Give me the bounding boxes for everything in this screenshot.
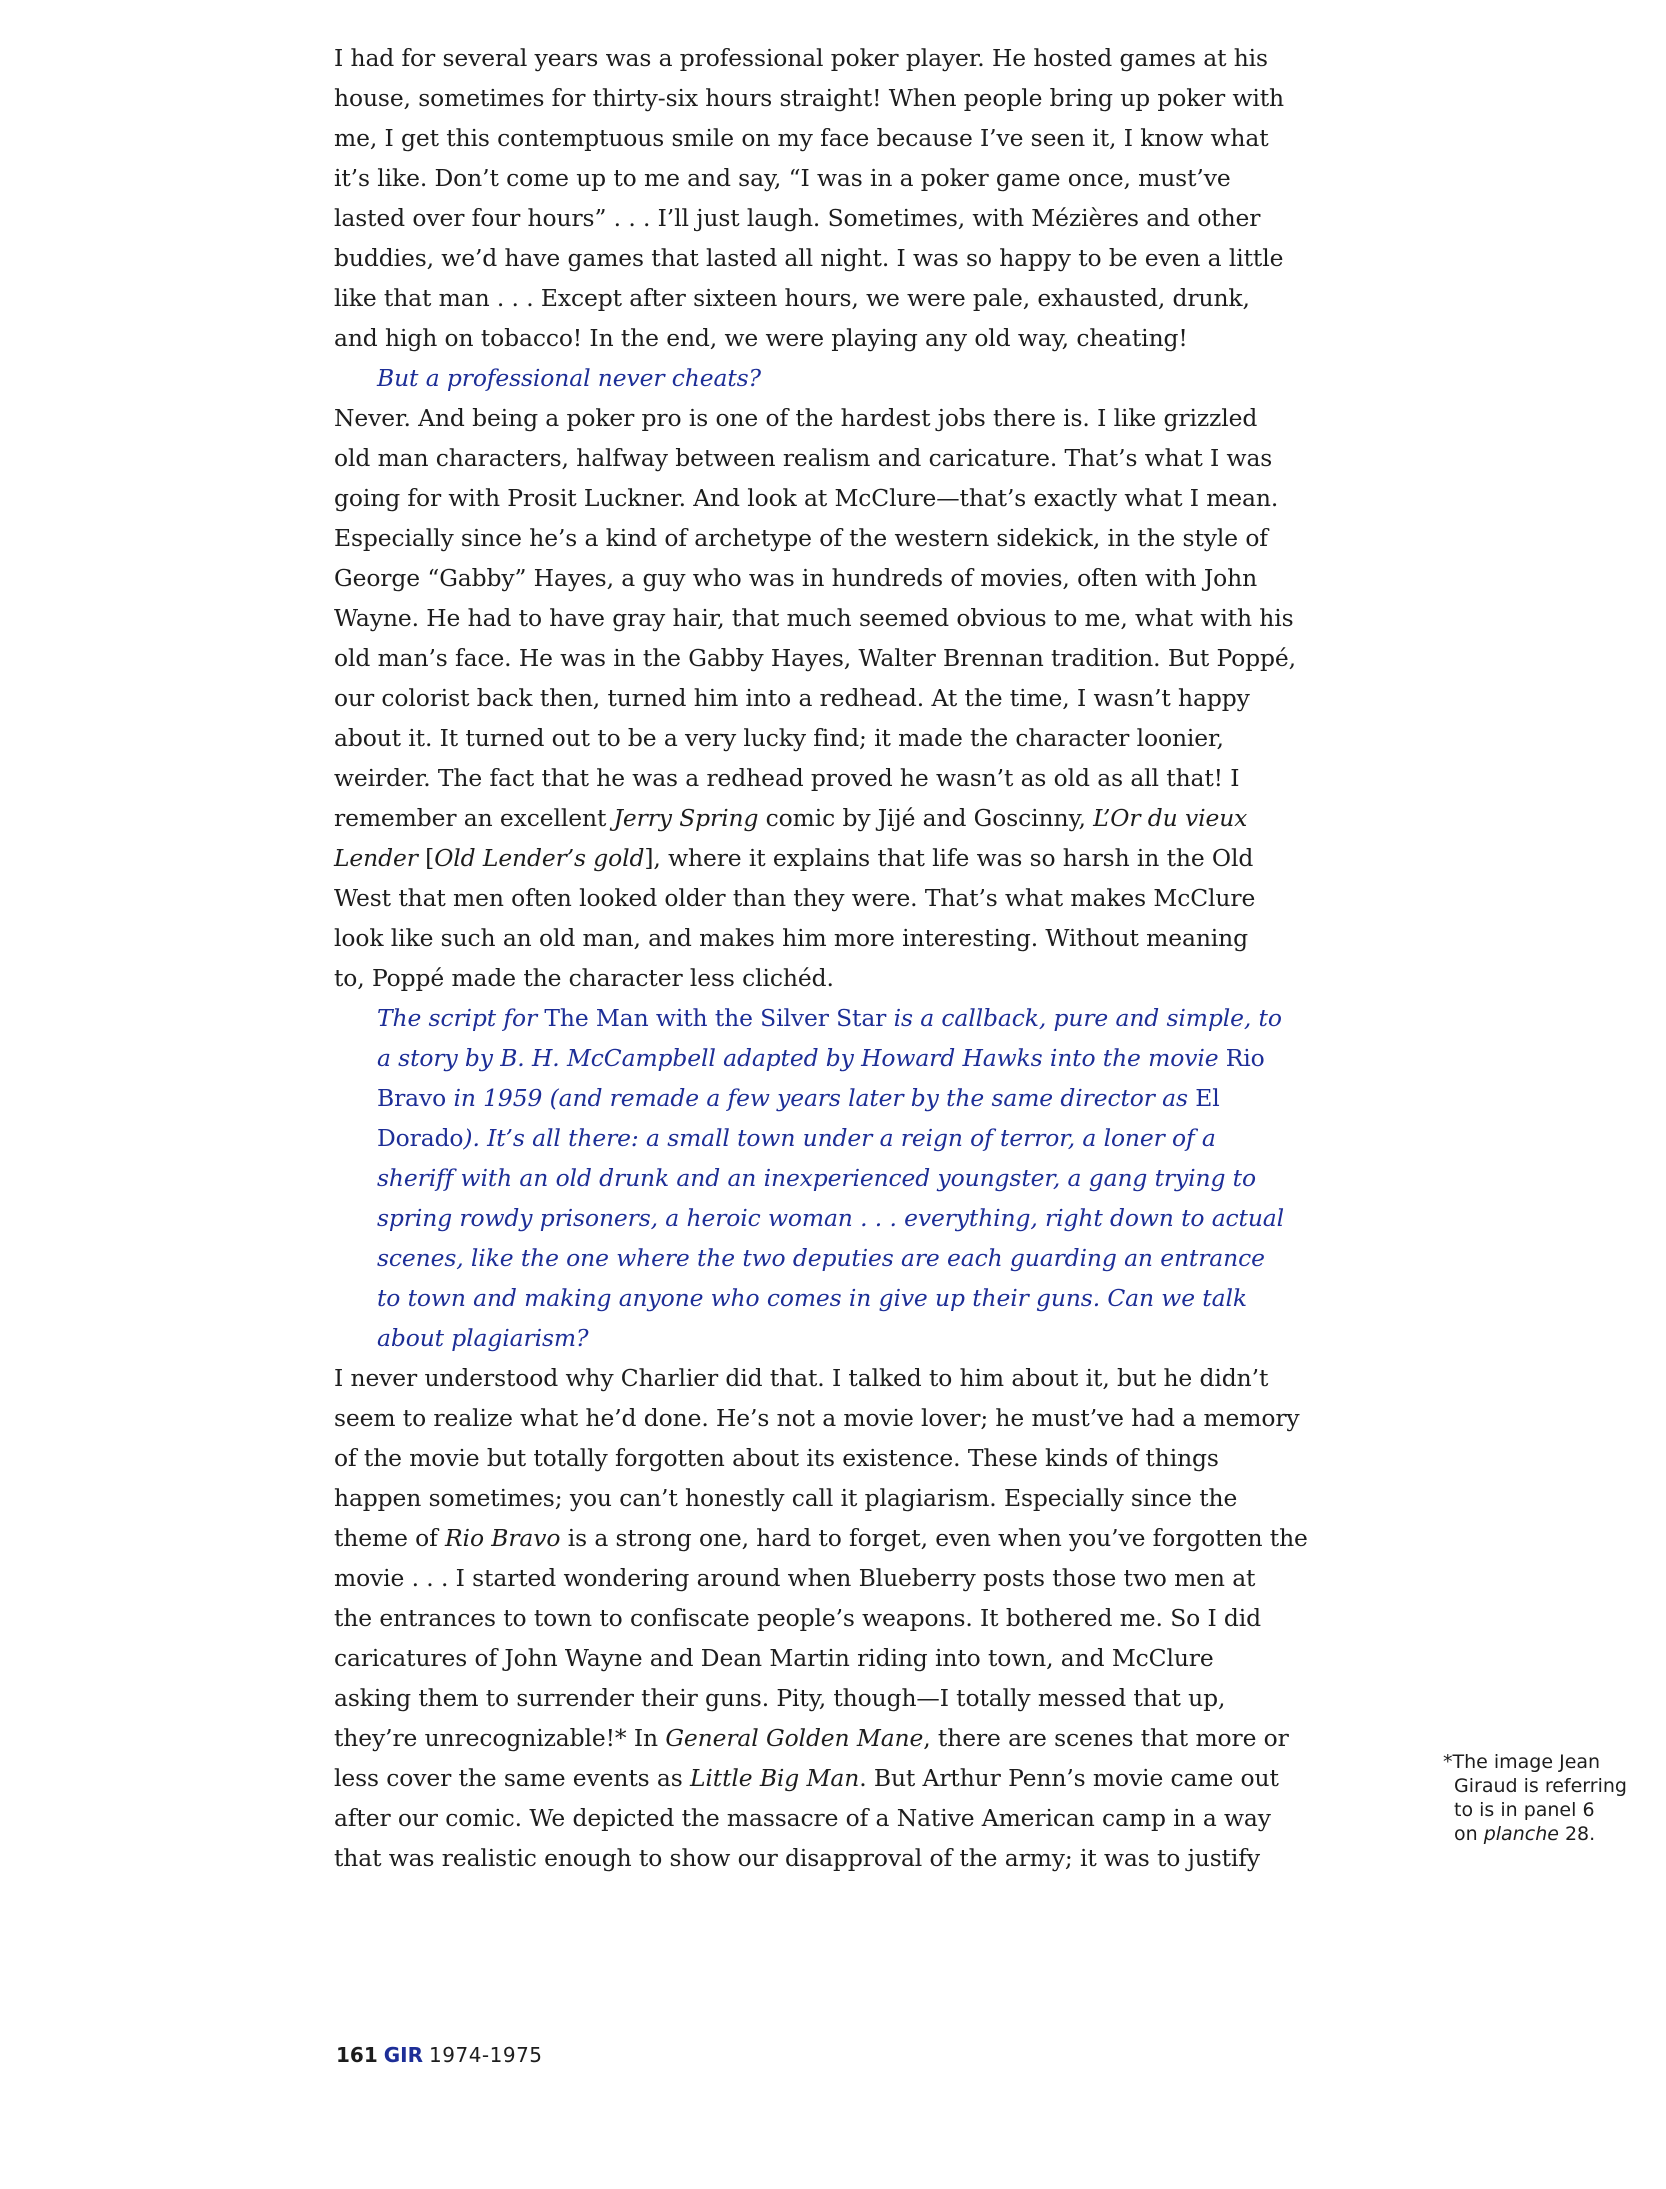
interview-question [334,1038,1369,1078]
interview-question: scenes, like the one where the two deputies are each guarding an entrance [377,1244,1265,1272]
text-line [334,838,1369,878]
movie-title: Dorado [377,1124,464,1152]
text-line: house, sometimes for thirty-six hours straight! When people bring up poker with [334,84,1285,112]
interview-question [334,1118,1369,1158]
text-run: comic by Jijé and Goscinny, [758,804,1094,832]
text-line: West that men often looked older than they were. That’s what makes McClure [334,884,1256,912]
running-head-brand: GIR [383,2043,424,2067]
text-line: me, I get this contemptuous smile on my face because I’ve seen it, I know what [334,124,1269,152]
text-line [334,798,1369,838]
interview-question: about plagiarism? [377,1324,589,1352]
text-line: lasted over four hours” . . . I’ll just laugh. Sometimes, with Mézières and other [334,204,1261,232]
running-head-years: 1974-1975 [429,2043,543,2067]
text-line: about it. It turned out to be a very lucky find; it made the character loonier, [334,724,1224,752]
text-line: old man characters, halfway between realism and caricature. That’s what I was [334,444,1273,472]
footnote-line: *The image Jean [1443,1751,1601,1773]
footnote-line: to is in panel 6 [1454,1799,1595,1821]
interview-question: to town and making anyone who comes in give up their guns. Can we talk [377,1284,1247,1312]
text-line: I never understood why Charlier did that. I talked to him about it, but he didn’t [334,1364,1269,1392]
movie-title: Bravo [377,1084,447,1112]
comic-title: Lender [334,844,418,872]
text-line: buddies, we’d have games that lasted all night. I was so happy to be even a little [334,244,1284,272]
text-line: movie . . . I started wondering around when Blueberry posts those two men at [334,1564,1256,1592]
footnote-term: planche [1483,1823,1559,1845]
movie-title: Rio [1225,1044,1265,1072]
footnote [1443,1750,1663,1846]
text-run: in 1959 (and remade a few years later by the same director as [446,1084,1196,1112]
text-line: weirder. The fact that he was a redhead proved he wasn’t as old as all that! I [334,764,1240,792]
text-line: Especially since he’s a kind of archetype of the western sidekick, in the style of [334,524,1268,552]
text-run: they’re unrecognizable!* In [334,1724,666,1752]
text-line: old man’s face. He was in the Gabby Hayes, Walter Brennan tradition. But Poppé, [334,644,1297,672]
text-line: seem to realize what he’d done. He’s not a movie lover; he must’ve had a memory [334,1404,1300,1432]
text-line: I had for several years was a professional poker player. He hosted games at his [334,44,1268,72]
text-line: and high on tobacco! In the end, we were playing any old way, cheating! [334,324,1188,352]
translated-title: Old Lender’s gold [434,844,645,872]
text-run: ], where it explains that life was so harsh in the Old [644,844,1254,872]
text-line: asking them to surrender their guns. Pity, though—I totally messed that up, [334,1684,1226,1712]
text-run: , there are scenes that more or [923,1724,1289,1752]
text-line [334,1718,1369,1758]
movie-title: El [1195,1084,1220,1112]
text-line: look like such an old man, and makes him more interesting. Without meaning [334,924,1249,952]
text-line: caricatures of John Wayne and Dean Martin riding into town, and McClure [334,1644,1214,1672]
main-text-column [334,38,1369,1878]
interview-question: sheriff with an old drunk and an inexperienced youngster, a gang trying to [377,1164,1256,1192]
text-run: remember an excellent [334,804,614,832]
movie-title: Rio Bravo [445,1524,561,1552]
text-line: the entrances to town to confiscate people’s weapons. It bothered me. So I did [334,1604,1262,1632]
comic-title: L’Or du vieux [1093,804,1248,832]
comic-title: General Golden Mane [665,1724,924,1752]
text-line: of the movie but totally forgotten about its existence. These kinds of things [334,1444,1219,1472]
text-run: theme of [334,1524,446,1552]
text-line: happen sometimes; you can’t honestly call it plagiarism. Especially since the [334,1484,1238,1512]
page-number: 161 [336,2043,378,2067]
text-run: The script for [377,1004,545,1032]
text-line: our colorist back then, turned him into a redhead. At the time, I wasn’t happy [334,684,1250,712]
text-run: is a strong one, hard to forget, even when you’ve forgotten the [560,1524,1308,1552]
interview-question: But a professional never cheats? [377,364,761,392]
text-run: [ [417,844,435,872]
text-run: 28. [1558,1823,1596,1845]
text-line: Wayne. He had to have gray hair, that much seemed obvious to me, what with his [334,604,1294,632]
interview-question [334,1078,1369,1118]
comic-title: Jerry Spring [613,804,759,832]
footnote-line: Giraud is referring [1454,1775,1627,1797]
movie-title: Little Big Man [689,1764,860,1792]
text-run: . But Arthur Penn’s movie came out [859,1764,1279,1792]
footnote-line [1443,1822,1663,1846]
interview-question [334,998,1369,1038]
text-line: after our comic. We depicted the massacre of a Native American camp in a way [334,1804,1271,1832]
text-line [334,1518,1369,1558]
comic-title: The Man with the Silver Star [544,1004,887,1032]
text-line: it’s like. Don’t come up to me and say, “I was in a poker game once, must’ve [334,164,1231,192]
text-run: a story by B. H. McCampbell adapted by Howard Hawks into the movie [377,1044,1226,1072]
page-folio [336,2043,543,2067]
text-line: George “Gabby” Hayes, a guy who was in hundreds of movies, often with John [334,564,1258,592]
interview-question: spring rowdy prisoners, a heroic woman . . . everything, right down to actual [377,1204,1285,1232]
text-run: less cover the same events as [334,1764,690,1792]
text-line [334,1758,1369,1798]
text-line: to, Poppé made the character less clichéd. [334,964,834,992]
text-line: like that man . . . Except after sixteen hours, we were pale, exhausted, drunk, [334,284,1250,312]
text-run: on [1454,1823,1484,1845]
text-line: Never. And being a poker pro is one of the hardest jobs there is. I like grizzled [334,404,1258,432]
text-line: that was realistic enough to show our disapproval of the army; it was to justify [334,1844,1260,1872]
text-run: ). It’s all there: a small town under a reign of terror, a loner of a [463,1124,1216,1152]
text-run: is a callback, pure and simple, to [886,1004,1282,1032]
text-line: going for with Prosit Luckner. And look at McClure—that’s exactly what I mean. [334,484,1279,512]
